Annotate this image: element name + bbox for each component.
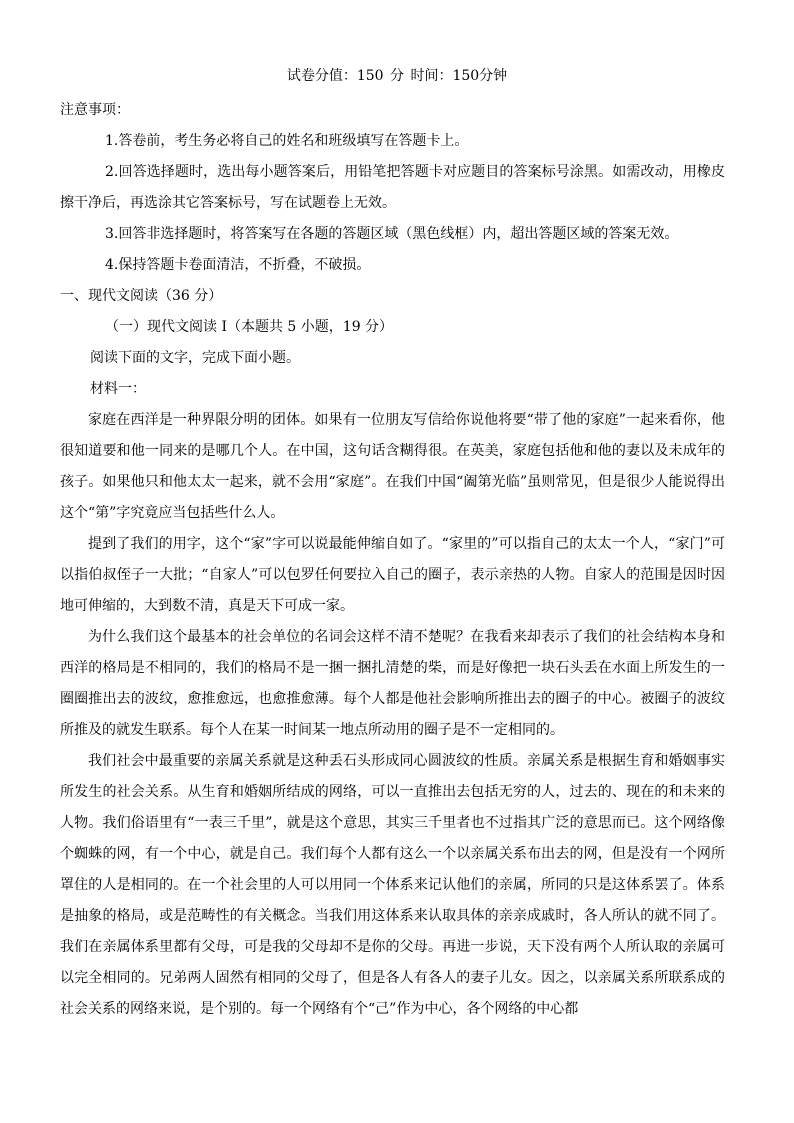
passage-paragraph: 提到了我们的用字，这个“家”字可以说最能伸缩自如了。“家里的”可以指自己的太太一个人，“家门”可以指伯叔侄子一大批；“自家人”可以包罗任何要拉入自己的圈子，表示亲热的人物。自家人的范围是因时因地可伸缩的，大到数不清，真是天下可成一家。: [60, 536, 725, 614]
notice-title: 注意事项：: [60, 102, 130, 118]
reading-instruction: 阅读下面的文字，完成下面小题。: [90, 350, 300, 366]
passage-paragraph: 家庭在西洋是一种界限分明的团体。如果有一位朋友写信给你说他将要“带了他的家庭”一起来看你，他很知道要和他一同来的是哪几个人。在中国，这句话含糊得很。在英美，家庭包括他和他的妻以及未成年的孩子。如果他只和他太太一起来，就不会用“家庭”。在我们中国“阖第光临”虽则常见，但是很少人能说得出这个“第”字究竟应当包括些什么人。: [60, 412, 725, 521]
passage-paragraph: 为什么我们这个最基本的社会单位的名词会这样不清不楚呢？在我看来却表示了我们的社会结构本身和西洋的格局是不相同的，我们的格局不是一捆一捆扎清楚的柴，而是好像把一块石头丢在水面上所发生的一圈圈推出去的波纹，愈推愈远，也愈推愈薄。每个人都是他社会影响所推出去的圈子的中心。被圈子的波纹所推及的就发生联系。每个人在某一时间某一地点所动用的圈子是不一定相同的。: [60, 629, 725, 738]
notice-item-3: 3.回答非选择题时，将答案写在各题的答题区域（黑色线框）内，超出答题区域的答案无效。: [105, 226, 679, 242]
section-subtitle: （一）现代文阅读 I（本题共 5 小题，19 分）: [105, 319, 394, 335]
notice-item-1: 1.答卷前，考生务必将自己的姓名和班级填写在答题卡上。: [105, 133, 469, 149]
exam-content: [60, 95, 725, 1025]
score-time-header: 试卷分值：150 分 时间：150分钟: [286, 68, 508, 84]
material-label: 材料一：: [90, 381, 146, 397]
section-title: 一、现代文阅读（36 分）: [60, 288, 223, 304]
passage-paragraph: 我们社会中最重要的亲属关系就是这种丢石头形成同心圆波纹的性质。亲属关系是根据生育和婚姻事实所发生的社会关系。从生育和婚姻所结成的网络，可以一直推出去包括无穷的人，过去的、现在的和未来的人物。我们俗语里有“一表三千里”，就是这个意思，其实三千里者也不过指其广泛的意思而已。这个网络像个蜘蛛的网，有一个中心，就是自己。我们每个人都有这么一个以亲属关系布出去的网，但是没有一个网所罩住的人是相同的。在一个社会里的人可以用同一个体系来记认他们的亲属，所同的只是这体系罢了。体系是抽象的格局，或是范畴性的有关概念。当我们用这体系来认取具体的亲亲成戚时，各人所认的就不同了。我们在亲属体系里都有父母，可是我的父母却不是你的父母。再进一步说，天下没有两个人所认取的亲属可以完全相同的。兄弟两人固然有相同的父母了，但是各人有各人的妻子儿女。因之，以亲属关系所联系成的社会关系的网络来说，是个别的。每一个网络有个“己”作为中心，各个网络的中心都: [60, 753, 725, 1017]
notice-item-4: 4.保持答题卡卷面清洁，不折叠，不破损。: [105, 257, 371, 273]
notice-item-2: 2.回答选择题时，选出每小题答案后，用铅笔把答题卡对应题目的答案标号涂黑。如需改动，用橡皮擦干净后，再选涂其它答案标号，写在试题卷上无效。: [60, 164, 725, 211]
